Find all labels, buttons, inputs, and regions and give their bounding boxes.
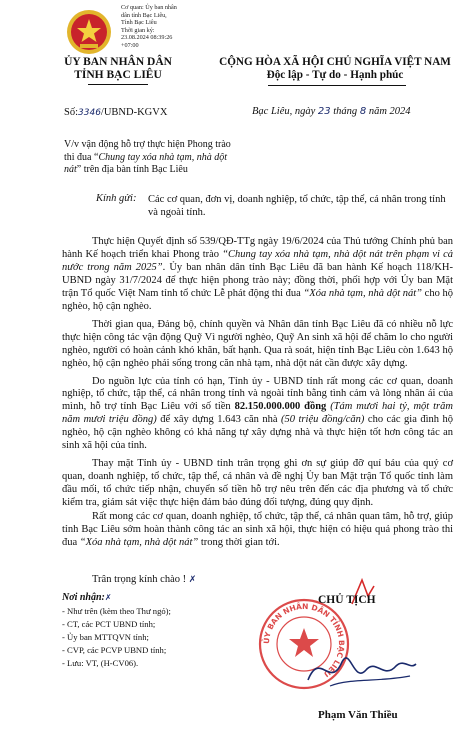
recipients-list: [62, 605, 242, 670]
nation-name: CỘNG HÒA XÃ HỘI CHỦ NGHĨA VIỆT NAM: [219, 56, 451, 68]
subject-text: V/v vận động hỗ trợ thực hiện Phong trào thi đua “: [64, 139, 231, 163]
date-month: 8: [359, 106, 367, 117]
seal-ring-text: ỦY BAN NHÂN DÂN TỈNH BẠC LIÊU: [261, 601, 347, 679]
date-prefix: Bạc Liêu, ngày: [252, 106, 316, 117]
paragraph: Thời gian qua, Đảng bộ, chính quyền và Nhân dân tỉnh Bạc Liêu đã có nhiều nỗ lực thực hiện công tác vận động Quỹ Vì người nghèo, Quỹ An sinh xã hội để chăm lo cho người nghèo, người có hoàn cảnh khó khăn, bất hạnh. Qua rà soát, hiện tỉnh Bạc Liêu còn 1.643 hộ nghèo, hộ cận nghèo phải sống trong căn nhà tạm, nhà dột nát cần được xây dựng.: [62, 318, 453, 369]
addressee-text: Các cơ quan, đơn vị, doanh nghiệp, tổ chức, tập thể, cá nhân trong tỉnh và ngoài tỉnh.: [148, 194, 446, 218]
recipient-item: - CT, các PCT UBND tỉnh;: [62, 619, 156, 629]
stamp-meta-line: Thời gian ký:: [121, 26, 155, 34]
stamp-meta-line: dân tỉnh Bạc Liêu,: [121, 11, 167, 19]
text: Rất mong các cơ quan, doanh nghiệp, tổ chức, tập thể, cá nhân quan tâm, hỗ trợ, giúp tỉnh Bạc Liêu sớm hoàn thành công tác an sinh xã hội, thực hiện có hiệu quả phong trào thi đua: [62, 511, 453, 548]
nation-motto: Độc lập - Tự do - Hạnh phúc: [266, 69, 404, 81]
amount-words: (Tám mươi hai tỷ, một trăm năm mươi triệu đồng): [62, 401, 453, 426]
org-name-line1: ỦY BAN NHÂN DÂN: [64, 56, 172, 68]
docno-handwritten: 3346: [78, 108, 101, 118]
document-number: [64, 107, 167, 118]
national-motto: [210, 56, 460, 82]
text: Do nguồn lực của tỉnh có hạn, Tỉnh ủy - UBND tỉnh rất mong các cơ quan, doanh nghiệp, tổ chức, tập thể, cá nhân trong tỉnh và ngoài tỉnh bằng tình cảm và lòng nhân ái của mình, hỗ trợ tỉnh Bạc Liêu với số tiền: [62, 375, 453, 413]
national-emblem-icon: [66, 9, 112, 55]
org-name-line2: TỈNH BẠC LIÊU: [74, 69, 162, 81]
stamp-meta-line: Cơ quan: Ủy ban nhân: [121, 4, 177, 11]
recipients-label: [62, 592, 112, 603]
paragraph: [62, 511, 453, 550]
date-day: 23: [317, 106, 331, 117]
closing-text: Trân trọng kính chào !: [92, 574, 187, 585]
document-date: [252, 106, 411, 117]
handwritten-signature: [300, 640, 420, 700]
digital-signature-info: [121, 4, 231, 50]
text-italic: “Chung tay xóa nhà tạm, nhà dột nát trên phạm vi cả nước trong năm 2025”: [62, 248, 453, 273]
issuing-organization: [28, 56, 208, 82]
paragraph: [62, 236, 453, 314]
closing-line: [92, 574, 196, 585]
org-underline: [88, 84, 148, 85]
motto-underline: [268, 85, 406, 86]
recipient-item: - Ủy ban MTTQVN tỉnh;: [62, 632, 149, 642]
text: Thực hiện Quyết định số 539/QĐ-TTg ngày 19/6/2024 của Thủ tướng Chính phủ ban hành Kế hoạch triển khai Phong trào: [62, 236, 453, 260]
stamp-meta-line: 23.08.2024 08:39:26: [121, 34, 173, 42]
handwritten-mark: ✗: [104, 593, 112, 602]
stamp-meta-line: Tỉnh Bạc Liêu: [121, 19, 157, 27]
addressee-label: Kính gửi:: [96, 193, 137, 204]
paragraph: Thay mặt Tỉnh ủy - UBND tỉnh trân trọng ghi ơn sự giúp đỡ quí báu của quý cơ quan, doanh nghiệp, tổ chức, tập thể, cá nhân và đề nghị Ủy ban Mặt trận Tổ quốc tỉnh làm đầu mối, tổ chức tiếp nhận, chuyển số tiền hỗ trợ nêu trên đến các địa phương và tổ chức kiểm tra, giám sát việc thực hiện đảm bảo đúng đối tượng, đúng quy định.: [62, 458, 453, 509]
docno-prefix: Số:: [64, 107, 79, 118]
text: cho các gia đình hộ nghèo, hộ cận nghèo không có khả năng tự xây dựng nhà và thực hiện tốt hơn công tác an sinh xã hội của tỉnh.: [62, 414, 454, 452]
text: . Ủy ban nhân dân tỉnh Bạc Liêu đã ban hành Kế hoạch 118/KH-UBND ngày 31/7/2024 để thực hiện phong trào này; đồng thời, phối hợp với Ủy ban Mặt trận Tổ quốc Việt Nam tỉnh tổ chức Lễ phát động thi đua: [62, 261, 454, 299]
docno-suffix: /UBND-KGVX: [100, 107, 168, 118]
text-italic: (50 triệu đồng/căn): [281, 414, 365, 426]
recipient-item: - Lưu: VT, (H-CV06).: [62, 658, 139, 668]
letter-body: [62, 236, 453, 555]
document-subject: [64, 139, 239, 177]
text: trong thời gian tới.: [198, 536, 280, 548]
signer-name: Phạm Văn Thiều: [318, 709, 398, 721]
signer-title: CHỦ TỊCH: [318, 594, 376, 606]
amount-bold: 82.150.000.000 đồng: [234, 401, 327, 413]
text: để xây dựng 1.643 căn nhà: [156, 414, 282, 426]
recipient-item: - CVP, các PCVP UBND tỉnh;: [62, 645, 167, 655]
date-year: năm 2024: [368, 106, 411, 117]
date-month-label: tháng: [333, 106, 358, 117]
text-italic: “Xóa nhà tạm, nhà dột nát”: [79, 536, 199, 548]
recipients-label-text: Nơi nhận:: [62, 592, 105, 603]
stamp-meta-line: +07:00: [121, 41, 139, 49]
recipient-item: - Như trên (kèm theo Thư ngỏ);: [62, 606, 171, 616]
text-italic: “Xóa nhà tạm, nhà dột nát”: [303, 287, 423, 299]
subject-italic: Chung tay xóa nhà tạm, nhà dột nát: [64, 151, 228, 175]
paragraph: [62, 376, 453, 454]
text: cho hộ nghèo, hộ cận nghèo.: [62, 287, 453, 312]
handwritten-mark: ✗: [188, 575, 197, 585]
subject-text: ” trên địa bàn tỉnh Bạc Liêu: [76, 164, 188, 175]
